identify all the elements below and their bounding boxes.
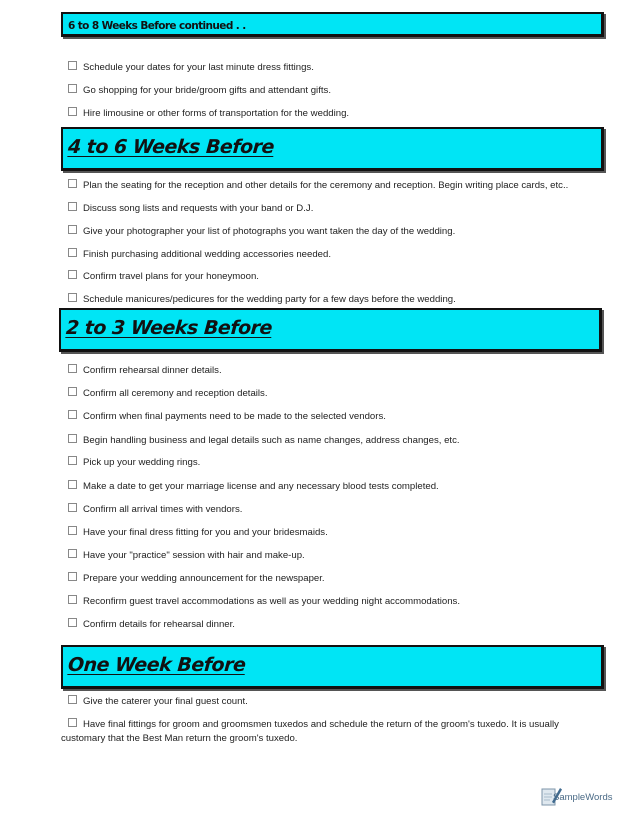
checkbox-icon[interactable]	[68, 595, 77, 604]
section-title: 4 to 6 Weeks Before	[67, 136, 275, 158]
checkbox-icon[interactable]	[68, 480, 77, 489]
checklist-item[interactable]: Confirm travel plans for your honeymoon.	[68, 270, 259, 284]
checklist-item[interactable]: Pick up your wedding rings.	[68, 456, 200, 470]
checklist-item[interactable]: Finish purchasing additional wedding accessories needed.	[68, 248, 331, 262]
checklist-item[interactable]: Discuss song lists and requests with your band or D.J.	[68, 202, 313, 216]
checkbox-icon[interactable]	[68, 456, 77, 465]
checklist-item[interactable]: Confirm details for rehearsal dinner.	[68, 618, 235, 632]
checklist-item[interactable]: Plan the seating for the reception and other details for the ceremony and reception. Begin writing place cards, etc..	[68, 179, 568, 193]
checklist-item[interactable]: Reconfirm guest travel accommodations as well as your wedding night accommodations.	[68, 595, 460, 609]
checkbox-icon[interactable]	[68, 61, 77, 70]
checklist-item[interactable]: Make a date to get your marriage license and any necessary blood tests completed.	[68, 480, 439, 494]
checkbox-icon[interactable]	[68, 572, 77, 581]
checklist-item[interactable]: Confirm all arrival times with vendors.	[68, 503, 242, 517]
checkbox-icon[interactable]	[68, 202, 77, 211]
section-title: One Week Before	[67, 654, 247, 676]
checkbox-icon[interactable]	[68, 526, 77, 535]
samplewords-logo	[540, 783, 620, 809]
logo-text: SampleWords	[553, 792, 613, 803]
checkbox-icon[interactable]	[68, 179, 77, 188]
checklist-item[interactable]: Confirm rehearsal dinner details.	[68, 364, 222, 378]
section-banner-one-week	[61, 645, 604, 689]
checkbox-icon[interactable]	[68, 503, 77, 512]
checkbox-icon[interactable]	[68, 695, 77, 704]
checklist-item[interactable]: Give your photographer your list of photographs you want taken the day of the wedding.	[68, 225, 455, 239]
checkbox-icon[interactable]	[68, 549, 77, 558]
checkbox-icon[interactable]	[68, 107, 77, 116]
checkbox-icon[interactable]	[68, 84, 77, 93]
checklist-item[interactable]: Confirm when final payments need to be made to the selected vendors.	[68, 410, 386, 424]
section-banner-4-6-weeks	[61, 127, 604, 171]
checklist-item[interactable]: Schedule manicures/pedicures for the wedding party for a few days before the wedding.	[68, 293, 456, 307]
checklist-item[interactable]: Begin handling business and legal details such as name changes, address changes, etc.	[68, 434, 460, 448]
checkbox-icon[interactable]	[68, 248, 77, 257]
checkbox-icon[interactable]	[68, 387, 77, 396]
checkbox-icon[interactable]	[68, 618, 77, 627]
checklist-item[interactable]: Prepare your wedding announcement for the newspaper.	[68, 572, 325, 586]
checklist-item[interactable]: Hire limousine or other forms of transportation for the wedding.	[68, 107, 349, 121]
checklist-item[interactable]: Schedule your dates for your last minute dress fittings.	[68, 61, 314, 75]
section-banner-2-3-weeks	[59, 308, 602, 352]
checkbox-icon[interactable]	[68, 434, 77, 443]
checkbox-icon[interactable]	[68, 718, 77, 727]
checklist-item[interactable]: Have final fittings for groom and groomsmen tuxedos and schedule the return of the groom's tuxedo. It is usually customary that the Best Man return the groom's tuxedo.	[61, 719, 559, 744]
checkbox-icon[interactable]	[68, 410, 77, 419]
checklist-item[interactable]: Confirm all ceremony and reception details.	[68, 387, 268, 401]
section-title: 2 to 3 Weeks Before	[65, 317, 273, 339]
checkbox-icon[interactable]	[68, 364, 77, 373]
checklist-item[interactable]: Have your "practice" session with hair and make-up.	[68, 549, 305, 563]
checklist-item[interactable]: Go shopping for your bride/groom gifts and attendant gifts.	[68, 84, 331, 98]
section-title: 6 to 8 Weeks Before continued . .	[68, 20, 246, 32]
checklist-item[interactable]: Have your final dress fitting for you and your bridesmaids.	[68, 526, 328, 540]
checkbox-icon[interactable]	[68, 225, 77, 234]
checklist-item[interactable]: Give the caterer your final guest count.	[68, 695, 248, 709]
checkbox-icon[interactable]	[68, 270, 77, 279]
checkbox-icon[interactable]	[68, 293, 77, 302]
section-banner-6-8-weeks-continued	[61, 12, 604, 37]
